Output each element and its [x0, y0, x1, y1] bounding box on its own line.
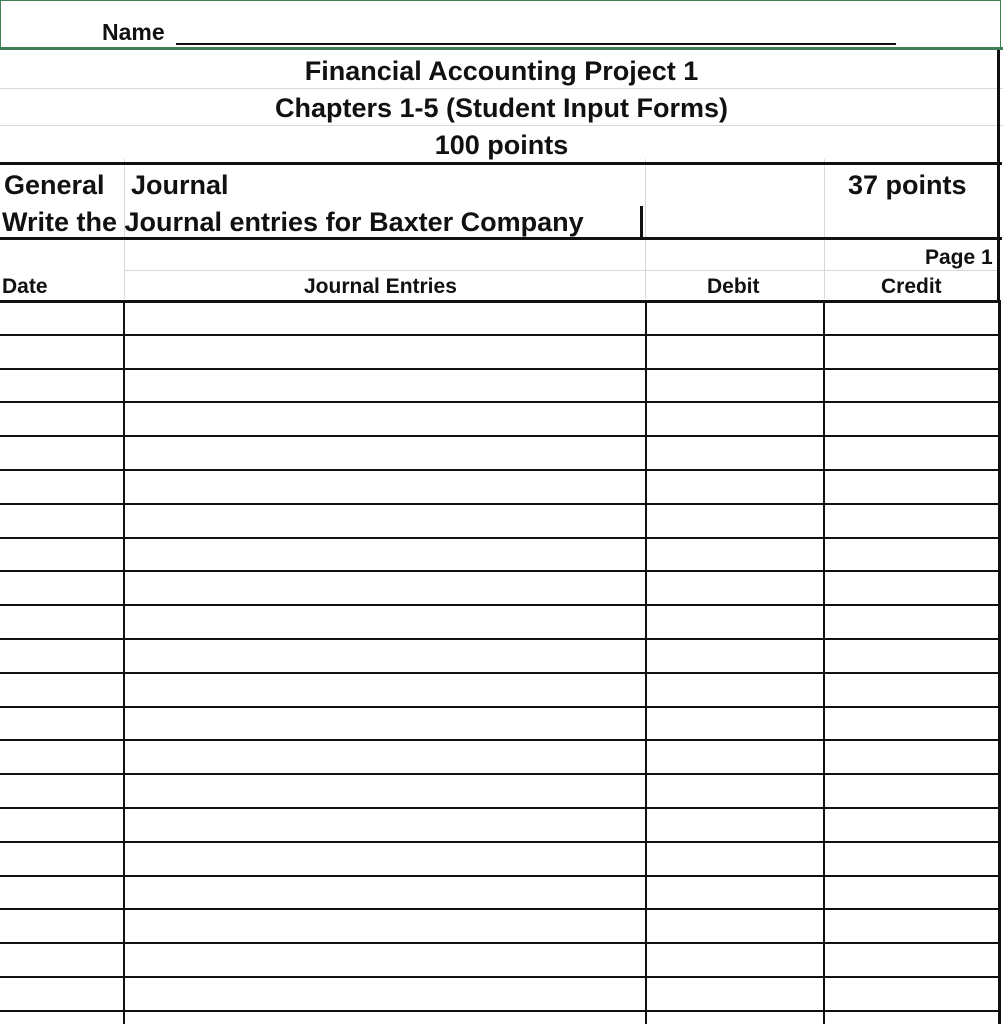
section-border-top [0, 162, 1002, 165]
instruction-border-right [640, 206, 643, 238]
table-row[interactable] [0, 942, 1000, 944]
col-header-credit: Credit [881, 275, 942, 298]
column-divider [645, 301, 647, 1024]
section-points: 37 points [848, 170, 967, 200]
table-row[interactable] [0, 334, 1000, 336]
table-row[interactable] [0, 773, 1000, 775]
gridline [824, 159, 825, 299]
column-divider [823, 301, 825, 1024]
col-header-debit: Debit [707, 275, 760, 298]
grid-border-right [998, 301, 1001, 1024]
table-row[interactable] [0, 604, 1000, 606]
table-row[interactable] [0, 875, 1000, 877]
col-header-date: Date [2, 275, 48, 298]
table-row[interactable] [0, 537, 1000, 539]
journal-label: Journal [131, 170, 229, 200]
column-divider [123, 301, 125, 1024]
table-row[interactable] [0, 401, 1000, 403]
table-row[interactable] [0, 1010, 1000, 1012]
instruction-text: Write the Journal entries for Baxter Company [2, 207, 584, 237]
gridline [645, 159, 646, 299]
table-row[interactable] [0, 300, 1001, 303]
table-row[interactable] [0, 908, 1000, 910]
table-row[interactable] [0, 739, 1000, 741]
table-row[interactable] [0, 503, 1000, 505]
col-header-journal-entries: Journal Entries [304, 275, 457, 298]
table-row[interactable] [0, 469, 1000, 471]
table-row[interactable] [0, 435, 1000, 437]
name-entry-line[interactable] [176, 43, 896, 45]
table-row[interactable] [0, 570, 1000, 572]
page-subtitle: Chapters 1-5 (Student Input Forms) [274, 93, 728, 123]
gridline [124, 270, 1000, 271]
section-border-bottom [0, 237, 1002, 240]
gridline [0, 125, 1003, 126]
page-title: Financial Accounting Project 1 [304, 56, 699, 86]
page-points: 100 points [434, 130, 569, 160]
selection-outline-bottom [0, 47, 1003, 50]
page-number: Page 1 [925, 246, 993, 269]
name-label: Name [102, 19, 165, 45]
table-row[interactable] [0, 672, 1000, 674]
table-row[interactable] [0, 368, 1000, 370]
table-row[interactable] [0, 841, 1000, 843]
general-label: General [4, 170, 105, 200]
table-row[interactable] [0, 807, 1000, 809]
table-row[interactable] [0, 976, 1000, 978]
gridline [0, 88, 1003, 89]
section-border-right [997, 50, 1000, 302]
table-row[interactable] [0, 706, 1000, 708]
table-row[interactable] [0, 638, 1000, 640]
